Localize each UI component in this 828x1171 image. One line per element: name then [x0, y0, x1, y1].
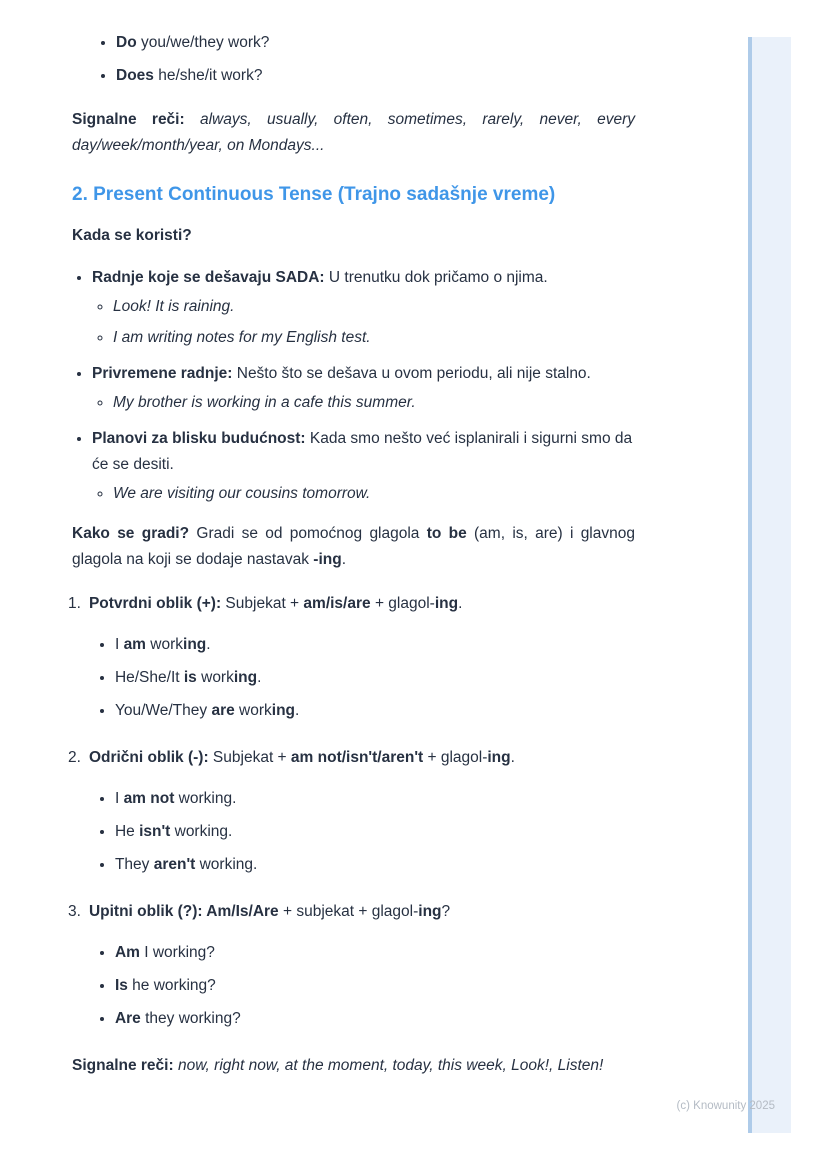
list-item — [115, 665, 635, 691]
list-item — [116, 63, 635, 89]
list-item — [115, 940, 635, 966]
footer-credit: (c) Knowunity 2025 — [676, 1100, 775, 1112]
forms-list — [68, 591, 635, 1039]
list-item — [115, 698, 635, 724]
form-item — [68, 591, 635, 731]
example-list — [92, 294, 635, 351]
example-text: They aren't working. — [114, 856, 258, 873]
list-item-text: Do you/we/they work? — [116, 34, 270, 51]
example-text: Are they working? — [114, 1010, 241, 1027]
list-item-text: Privremene radnje: Nešto što se dešava u ovom periodu, ali nije stalno. — [92, 365, 591, 382]
list-item — [115, 1006, 635, 1032]
example-text: I am not working. — [114, 790, 237, 807]
form-body — [89, 745, 635, 885]
formation-paragraph: Kako se gradi? Gradi se od pomoćnog glagola to be (am, is, are) i glavnog glagola na koji se dodaje nastavak -ing. — [72, 525, 635, 568]
example-text: You/We/They are working. — [114, 702, 300, 719]
form-number: 1. — [68, 595, 81, 612]
page-margin-bar — [748, 37, 791, 1133]
form-title: Upitni oblik (?): Am/Is/Are + subjekat + glagol-ing? — [88, 903, 451, 920]
list-item-text: Radnje koje se dešavaju SADA: U trenutku dok pričamo o njima. — [92, 269, 548, 286]
form-body — [89, 899, 635, 1039]
list-item-text: Does he/she/it work? — [116, 67, 263, 84]
form-title: Odrični oblik (-): Subjekat + am not/isn't/aren't + glagol-ing. — [88, 749, 515, 766]
list-item — [115, 819, 635, 845]
form-number: 3. — [68, 903, 81, 920]
signal-words-paragraph: Signalne reči: always, usually, often, sometimes, rarely, never, every day/week/month/year, on Mondays... — [72, 111, 635, 154]
list-item — [115, 632, 635, 658]
form-item — [68, 899, 635, 1039]
form-title: Potvrdni oblik (+): Subjekat + am/is/are + glagol-ing. — [88, 595, 463, 612]
list-item — [92, 265, 635, 351]
list-item — [115, 786, 635, 812]
list-item — [113, 390, 635, 416]
list-item — [116, 30, 635, 56]
list-item — [113, 325, 635, 351]
signal-words-paragraph-2: Signalne reči: now, right now, at the moment, today, this week, Look!, Listen! — [72, 1057, 604, 1074]
usage-list — [72, 265, 635, 507]
example-text: My brother is working in a cafe this summer. — [113, 394, 416, 411]
example-list — [89, 940, 635, 1032]
example-text: We are visiting our cousins tomorrow. — [113, 485, 371, 502]
list-item — [115, 973, 635, 999]
section-heading: 2. Present Continuous Tense (Trajno sadašnje vreme) — [72, 184, 556, 205]
example-text: I am working. — [114, 636, 211, 653]
document-content — [68, 30, 635, 1079]
example-text: Am I working? — [114, 944, 215, 961]
example-text: I am writing notes for my English test. — [113, 329, 371, 346]
example-list — [92, 481, 635, 507]
list-item — [92, 426, 635, 507]
list-item-text: Planovi za blisku budućnost: Kada smo nešto već isplanirali i sigurni smo da će se desiti. — [92, 430, 633, 473]
list-item — [113, 294, 635, 320]
form-number: 2. — [68, 749, 81, 766]
list-item — [92, 361, 635, 416]
example-text: Look! It is raining. — [113, 298, 235, 315]
example-text: He isn't working. — [114, 823, 233, 840]
usage-question: Kada se koristi? — [72, 227, 192, 244]
form-item — [68, 745, 635, 885]
list-item — [113, 481, 635, 507]
example-text: Is he working? — [114, 977, 216, 994]
form-body — [89, 591, 635, 731]
example-list — [89, 786, 635, 878]
question-form-examples-list — [72, 30, 635, 89]
example-list — [89, 632, 635, 724]
example-list — [92, 390, 635, 416]
example-text: He/She/It is working. — [114, 669, 262, 686]
list-item — [115, 852, 635, 878]
